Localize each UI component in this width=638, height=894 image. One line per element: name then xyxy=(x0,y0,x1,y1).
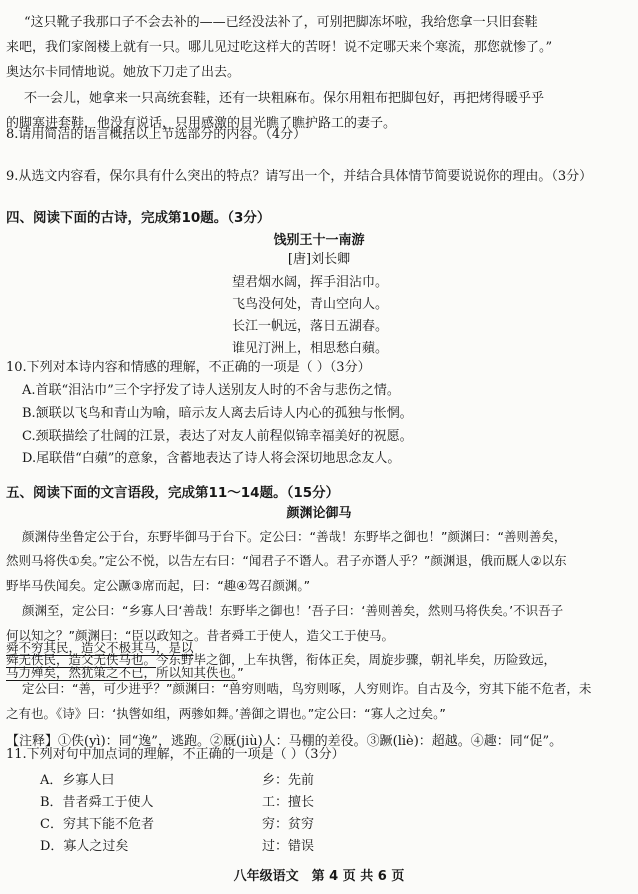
question-11: 11.下列对句中加点词的理解，不正确的一项是（ ）（3分） xyxy=(6,747,345,762)
q11-option-b-meaning: 工：擅长 xyxy=(262,795,315,810)
poem-line-1: 望君烟水阔，挥手泪沾巾。 xyxy=(232,275,389,290)
classical-line-4: 颜渊至，定公曰：“乡寡人曰‘善哉！东野毕之御也！’吾子曰：‘善则善矣，然则马将佚矣。’不识吾子 xyxy=(22,603,564,618)
q10-option-d: D.尾联借“白蘋”的意象，含蓄地表达了诗人将会深切地思念友人。 xyxy=(22,451,401,466)
underlined-sentence: 舜无佚民，造父无佚马也。 xyxy=(6,652,157,667)
section-4-heading: 四、阅读下面的古诗，完成第10题。（3分） xyxy=(6,210,271,226)
q10-option-b: B.颔联以飞鸟和青山为喻，暗示友人离去后诗人内心的孤独与怅惘。 xyxy=(22,406,413,421)
underlined-sentence: 马力殚矣，然犹策之不已，所以知其佚也。 xyxy=(6,665,238,680)
classical-line-5: 何以知之？”颜渊曰：“臣以政知之。昔者舜工于使人，造父工于使马。 xyxy=(6,628,394,643)
q10-option-a: A.首联“泪沾巾”三个字抒发了诗人送别友人时的不舍与悲伤之情。 xyxy=(22,383,400,398)
q11-option-a: A．乡寡人曰 xyxy=(40,773,115,788)
passage-line-5: 的脚塞进套鞋，他没有说话，只用感激的目光瞧了瞧护路工的妻子。 xyxy=(6,116,397,131)
classical-line-7: 舜无佚民，造父无佚马也。今东野毕之御，上车执辔，衔体正矣，周旋步骤，朝礼毕矣，历险致远， xyxy=(6,652,557,667)
poem-line-2: 飞鸟没何处，青山空向人。 xyxy=(232,297,389,312)
page-footer: 八年级语文 第 4 页 共 6 页 xyxy=(233,869,405,884)
passage-line-3: 奥达尔卡同情地说。她放下刀走了出去。 xyxy=(6,65,241,80)
classical-line-2: 然则马将佚①矣。”定公不悦，以告左右曰：“闻君子不谮人。君子亦谮人乎？”颜渊退，俄而厩人②以东 xyxy=(6,553,567,568)
poem-line-3: 长江一帆远，落日五湖春。 xyxy=(232,319,389,334)
classical-line-1: 颜渊侍坐鲁定公于台，东野毕御马于台下。定公曰：“善哉！东野毕之御也！”颜渊曰：“善则善矣， xyxy=(22,529,567,544)
classical-line-10: 之有也。《诗》曰：‘执辔如组，两骖如舞。’善御之谓也。”定公曰：“寡人之过矣。” xyxy=(6,706,446,721)
classical-line-9: 定公曰：“善，可少进乎？”颜渊曰：“兽穷则啮，鸟穷则啄，人穷则诈。自古及今，穷其下能不危者，未 xyxy=(22,681,592,696)
q11-option-c: C．穷其下能不危者 xyxy=(40,817,154,832)
q11-option-d: D．寡人之过矣 xyxy=(40,839,129,854)
poem-line-4: 谁见汀洲上，相思愁白蘋。 xyxy=(232,341,389,356)
annotation-note: 【注释】①佚(yì)：同“逸”，逃跑。②厩(jiù)人：马棚的差役。③蹶(liè)：超越。④趣：同“促”。 xyxy=(6,734,563,749)
question-8: 8.请用简洁的语言概括以上节选部分的内容。（4分） xyxy=(6,127,307,142)
question-10: 10.下列对本诗内容和情感的理解，不正确的一项是（ ）（3分） xyxy=(6,360,371,375)
classical-text-title: 颜渊论御马 xyxy=(286,506,352,521)
poem-author: [唐]刘长卿 xyxy=(287,252,351,267)
section-5-heading: 五、阅读下面的文言语段，完成第11～14题。（15分） xyxy=(6,485,340,501)
q11-option-a-meaning: 乡：先前 xyxy=(262,773,315,788)
classical-line-3: 野毕马佚闻矣。定公蹶③席而起，曰：“趣④驾召颜渊。” xyxy=(6,578,311,593)
q10-option-c: C.颈联描绘了壮阔的江景，表达了对友人前程似锦幸福美好的祝愿。 xyxy=(22,429,413,444)
passage-line-1: “这只靴子我那口子不会去补的——已经没法补了，可别把脚冻坏啦，我给您拿一只旧套鞋 xyxy=(24,15,538,30)
passage-line-4: 不一会儿，她拿来一只高统套鞋，还有一块粗麻布。保尔用粗布把脚包好，再把烤得暖乎乎 xyxy=(24,91,545,106)
q11-option-c-meaning: 穷：贫穷 xyxy=(262,817,315,832)
question-9: 9.从选文内容看，保尔具有什么突出的特点？请写出一个，并结合具体情节简要说说你的理由。（3分） xyxy=(6,169,593,184)
classical-line-8: 马力殚矣，然犹策之不已，所以知其佚也。” xyxy=(6,665,244,680)
q11-option-b: B．昔者舜工于使人 xyxy=(40,795,154,810)
underlined-sentence: 舜不穷其民，造父不极其马，是以 xyxy=(6,640,194,655)
passage-line-2: 来吧，我们家阁楼上就有一只。哪儿见过吃这样大的苦呀！说不定哪天来个寒流，那您就惨了。” xyxy=(6,40,553,55)
q11-option-d-meaning: 过：错误 xyxy=(262,839,315,854)
poem-title: 饯别王十一南游 xyxy=(273,233,365,248)
